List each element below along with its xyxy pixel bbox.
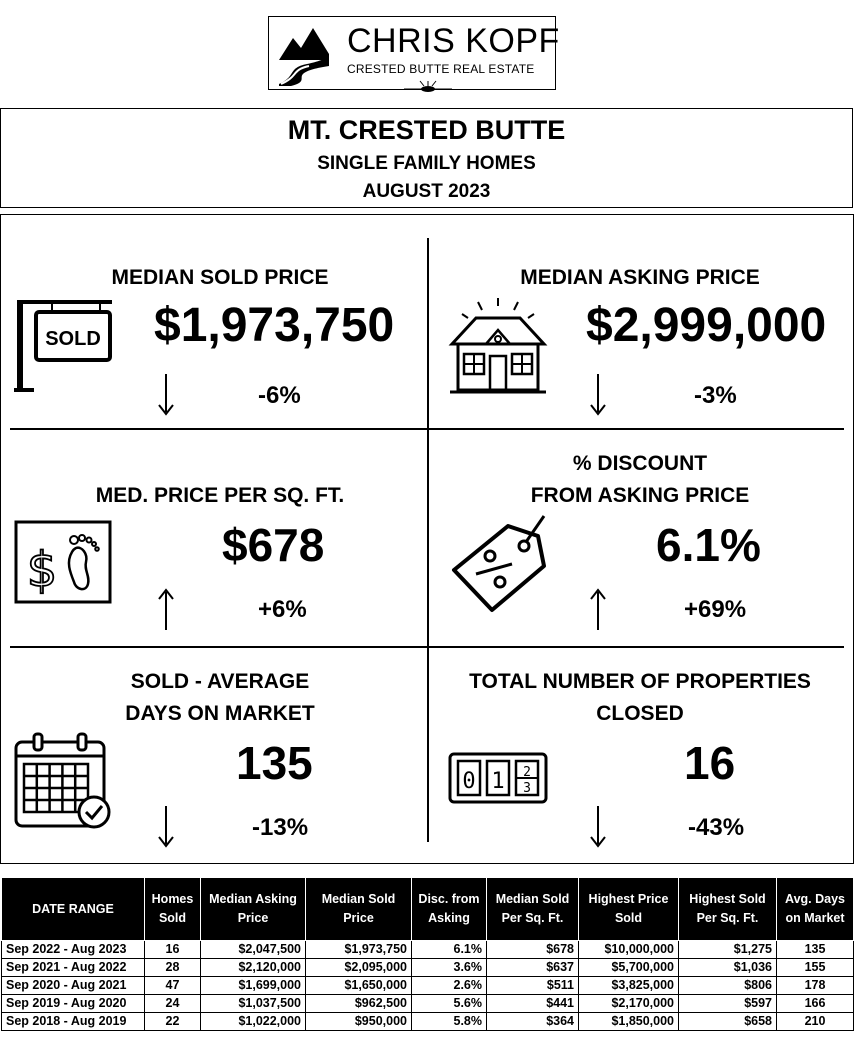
col-header-median-sold: Median Sold Price bbox=[306, 878, 412, 941]
median-sold-price-change: -6% bbox=[258, 382, 301, 409]
cell-homes-sold: 47 bbox=[145, 977, 201, 995]
cell-homes-sold: 28 bbox=[145, 959, 201, 977]
house-icon bbox=[446, 296, 550, 396]
report-header bbox=[0, 108, 853, 208]
table-row bbox=[2, 1013, 854, 1031]
days-on-market-label bbox=[40, 666, 400, 730]
cell-highest-price: $5,700,000 bbox=[579, 959, 679, 977]
properties-closed-value: 16 bbox=[684, 737, 736, 789]
cell-discount: 3.6% bbox=[412, 959, 487, 977]
discount-tag-icon bbox=[446, 512, 550, 616]
cell-highest-sqft: $1,036 bbox=[679, 959, 777, 977]
cell-median-sold: $2,095,000 bbox=[306, 959, 412, 977]
cell-median-sqft: $637 bbox=[487, 959, 579, 977]
arrow-down-icon bbox=[158, 374, 174, 416]
cell-date-range: Sep 2020 - Aug 2021 bbox=[2, 977, 145, 995]
days-on-market-value: 135 bbox=[236, 737, 313, 789]
cell-highest-price: $2,170,000 bbox=[579, 995, 679, 1013]
table-row bbox=[2, 977, 854, 995]
median-asking-price-change: -3% bbox=[694, 382, 737, 409]
properties-closed-change: -43% bbox=[688, 814, 745, 841]
cell-highest-price: $10,000,000 bbox=[579, 941, 679, 959]
cell-homes-sold: 22 bbox=[145, 1013, 201, 1031]
cell-median-asking: $2,047,500 bbox=[201, 941, 306, 959]
median-asking-price-value: $2,999,000 bbox=[586, 299, 827, 352]
cell-highest-price: $3,825,000 bbox=[579, 977, 679, 995]
cell-avg-days: 166 bbox=[777, 995, 854, 1013]
price-per-sqft-label: MED. PRICE PER SQ. FT. bbox=[95, 484, 345, 507]
table-row bbox=[2, 941, 854, 959]
cell-median-asking: $1,022,000 bbox=[201, 1013, 306, 1031]
svg-text:SOLD: SOLD bbox=[45, 328, 101, 350]
cell-median-sqft: $364 bbox=[487, 1013, 579, 1031]
median-sold-price-label: MEDIAN SOLD PRICE bbox=[111, 266, 329, 289]
arrow-up-icon bbox=[590, 588, 606, 630]
col-header-highest-price: Highest Price Sold bbox=[579, 878, 679, 941]
cell-median-asking: $1,037,500 bbox=[201, 995, 306, 1013]
col-header-avg-days: Avg. Days on Market bbox=[777, 878, 854, 941]
days-on-market-label-line1: SOLD - AVERAGE bbox=[130, 670, 310, 693]
counter-icon bbox=[448, 752, 548, 804]
median-sold-price-value: $1,973,750 bbox=[154, 299, 395, 352]
col-header-highest-sqft: Highest Sold Per Sq. Ft. bbox=[679, 878, 777, 941]
cell-discount: 2.6% bbox=[412, 977, 487, 995]
table-row bbox=[2, 995, 854, 1013]
panel-divider-2 bbox=[10, 646, 844, 648]
arrow-down-icon bbox=[158, 806, 174, 848]
cell-highest-sqft: $658 bbox=[679, 1013, 777, 1031]
cell-date-range: Sep 2018 - Aug 2019 bbox=[2, 1013, 145, 1031]
cell-highest-sqft: $1,275 bbox=[679, 941, 777, 959]
table-header-row bbox=[2, 878, 854, 941]
arrow-down-icon bbox=[590, 806, 606, 848]
svg-text:3: 3 bbox=[523, 781, 531, 796]
cell-median-sold: $950,000 bbox=[306, 1013, 412, 1031]
svg-text:0: 0 bbox=[462, 769, 476, 794]
properties-closed-label-line1: TOTAL NUMBER OF PROPERTIES bbox=[469, 670, 811, 693]
cell-avg-days: 210 bbox=[777, 1013, 854, 1031]
cell-discount: 5.8% bbox=[412, 1013, 487, 1031]
properties-closed-label bbox=[440, 666, 840, 730]
cell-median-asking: $2,120,000 bbox=[201, 959, 306, 977]
cell-discount: 5.6% bbox=[412, 995, 487, 1013]
discount-label bbox=[440, 448, 840, 512]
logo-name: CHRIS KOPF bbox=[347, 22, 560, 60]
mountain-logo-icon bbox=[277, 20, 331, 86]
discount-label-line1: % DISCOUNT bbox=[572, 452, 708, 475]
col-header-median-sqft: Median Sold Per Sq. Ft. bbox=[487, 878, 579, 941]
cell-date-range: Sep 2022 - Aug 2023 bbox=[2, 941, 145, 959]
cell-median-asking: $1,699,000 bbox=[201, 977, 306, 995]
arrow-down-icon bbox=[590, 374, 606, 416]
svg-text:$: $ bbox=[26, 542, 58, 598]
svg-text:1: 1 bbox=[491, 769, 505, 794]
days-on-market-label-line2: DAYS ON MARKET bbox=[125, 702, 315, 725]
discount-change: +69% bbox=[684, 596, 747, 623]
cell-date-range: Sep 2019 - Aug 2020 bbox=[2, 995, 145, 1013]
cell-highest-sqft: $806 bbox=[679, 977, 777, 995]
calendar-check-icon bbox=[12, 732, 114, 832]
report-title: MT. CRESTED BUTTE bbox=[287, 115, 566, 145]
cell-median-sold: $962,500 bbox=[306, 995, 412, 1013]
fly-icon bbox=[404, 80, 452, 98]
logo bbox=[268, 16, 560, 90]
cell-median-sqft: $678 bbox=[487, 941, 579, 959]
discount-label-line2: FROM ASKING PRICE bbox=[530, 484, 750, 507]
properties-closed-label-line2: CLOSED bbox=[596, 702, 684, 725]
logo-tagline: CRESTED BUTTE REAL ESTATE bbox=[347, 62, 535, 76]
col-header-discount: Disc. from Asking bbox=[412, 878, 487, 941]
cell-highest-sqft: $597 bbox=[679, 995, 777, 1013]
price-per-sqft-value: $678 bbox=[222, 519, 325, 571]
col-header-homes-sold: Homes Sold bbox=[145, 878, 201, 941]
median-asking-price-label: MEDIAN ASKING PRICE bbox=[520, 266, 760, 289]
cell-avg-days: 135 bbox=[777, 941, 854, 959]
panel-divider-1 bbox=[10, 428, 844, 430]
cell-median-sold: $1,973,750 bbox=[306, 941, 412, 959]
cell-median-sqft: $511 bbox=[487, 977, 579, 995]
svg-text:2: 2 bbox=[523, 765, 531, 780]
table-row bbox=[2, 959, 854, 977]
cell-highest-price: $1,850,000 bbox=[579, 1013, 679, 1031]
cell-avg-days: 155 bbox=[777, 959, 854, 977]
col-header-date-range: DATE RANGE bbox=[2, 878, 145, 941]
sold-sign-icon bbox=[12, 296, 114, 394]
discount-value: 6.1% bbox=[656, 519, 761, 571]
panel-divider-vertical bbox=[427, 238, 429, 842]
report-subtitle: SINGLE FAMILY HOMES bbox=[317, 153, 536, 174]
cell-date-range: Sep 2021 - Aug 2022 bbox=[2, 959, 145, 977]
cell-avg-days: 178 bbox=[777, 977, 854, 995]
price-per-sqft-change: +6% bbox=[258, 596, 307, 623]
cell-discount: 6.1% bbox=[412, 941, 487, 959]
dollar-footprint-icon bbox=[14, 520, 112, 604]
cell-homes-sold: 24 bbox=[145, 995, 201, 1013]
arrow-up-icon bbox=[158, 588, 174, 630]
col-header-median-asking: Median Asking Price bbox=[201, 878, 306, 941]
report-period: AUGUST 2023 bbox=[362, 181, 491, 202]
cell-median-sold: $1,650,000 bbox=[306, 977, 412, 995]
days-on-market-change: -13% bbox=[252, 814, 309, 841]
history-table bbox=[1, 877, 854, 1031]
cell-homes-sold: 16 bbox=[145, 941, 201, 959]
cell-median-sqft: $441 bbox=[487, 995, 579, 1013]
